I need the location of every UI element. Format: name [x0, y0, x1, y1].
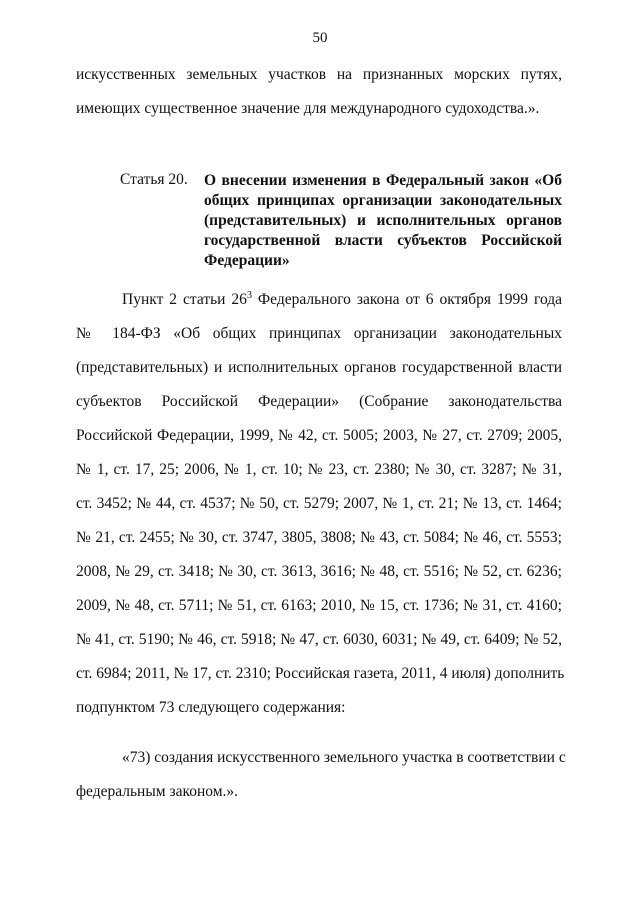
text-line: ст. 6984; 2011, № 17, ст. 2310; Российская газета, 2011, 4 июля) дополнить	[76, 665, 565, 682]
article-title-line: государственной власти субъектов Российской	[204, 232, 562, 249]
text-line: Российской Федерации, 1999, № 42, ст. 5005; 2003, № 27, ст. 2709; 2005,	[76, 427, 562, 444]
article-title	[204, 171, 562, 271]
quote-paragraph	[76, 741, 566, 809]
text-line: подпунктом 73 следующего содержания:	[76, 699, 346, 716]
article-title-line: О внесении изменения в Федеральный закон «Об	[204, 172, 562, 189]
text-fragment: Федерального закона от 6 октября 1999 года	[251, 291, 563, 308]
text-line: «73) создания искусственного земельного участка в соответствии с	[122, 749, 566, 766]
text-line: искусственных земельных участков на признанных морских путях,	[76, 66, 562, 83]
article-title-line: Федерации»	[204, 252, 290, 269]
body-paragraph	[76, 283, 565, 725]
text-line: № 41, ст. 5190; № 46, ст. 5918; № 47, ст. 6030, 6031; № 49, ст. 6409; № 52,	[76, 631, 562, 648]
continuation-paragraph	[76, 58, 562, 126]
text-line: имеющих существенное значение для международного судоходства.».	[76, 100, 540, 117]
article-title-line: общих принципах организации законодательных	[204, 192, 562, 209]
superscript: 3	[246, 290, 252, 301]
article-title-line: (представительных) и исполнительных органов	[204, 212, 562, 229]
article-label: Статья 20.	[120, 171, 188, 188]
text-line: № 21, ст. 2455; № 30, ст. 3747, 3805, 3808; № 43, ст. 5084; № 46, ст. 5553;	[76, 529, 562, 546]
text-line: № 184-ФЗ «Об общих принципах организации законодательных	[76, 325, 562, 342]
text-line-first	[76, 283, 562, 317]
text-fragment: Пункт 2 статьи 26	[122, 291, 247, 308]
text-line: 2008, № 29, ст. 3418; № 30, ст. 3613, 3616; № 48, ст. 5516; № 52, ст. 6236;	[76, 563, 562, 580]
text-line: (представительных) и исполнительных органов государственной власти	[76, 359, 562, 376]
text-line: № 1, ст. 17, 25; 2006, № 1, ст. 10; № 23, ст. 2380; № 30, ст. 3287; № 31,	[76, 461, 562, 478]
text-line: федеральным законом.».	[76, 783, 239, 800]
text-line: ст. 3452; № 44, ст. 4537; № 50, ст. 5279; 2007, № 1, ст. 21; № 13, ст. 1464;	[76, 495, 562, 512]
text-line: субъектов Российской Федерации» (Собрание законодательства	[76, 393, 562, 410]
text-line: 2009, № 48, ст. 5711; № 51, ст. 6163; 2010, № 15, ст. 1736; № 31, ст. 4160;	[76, 597, 562, 614]
page-number: 50	[312, 30, 328, 46]
